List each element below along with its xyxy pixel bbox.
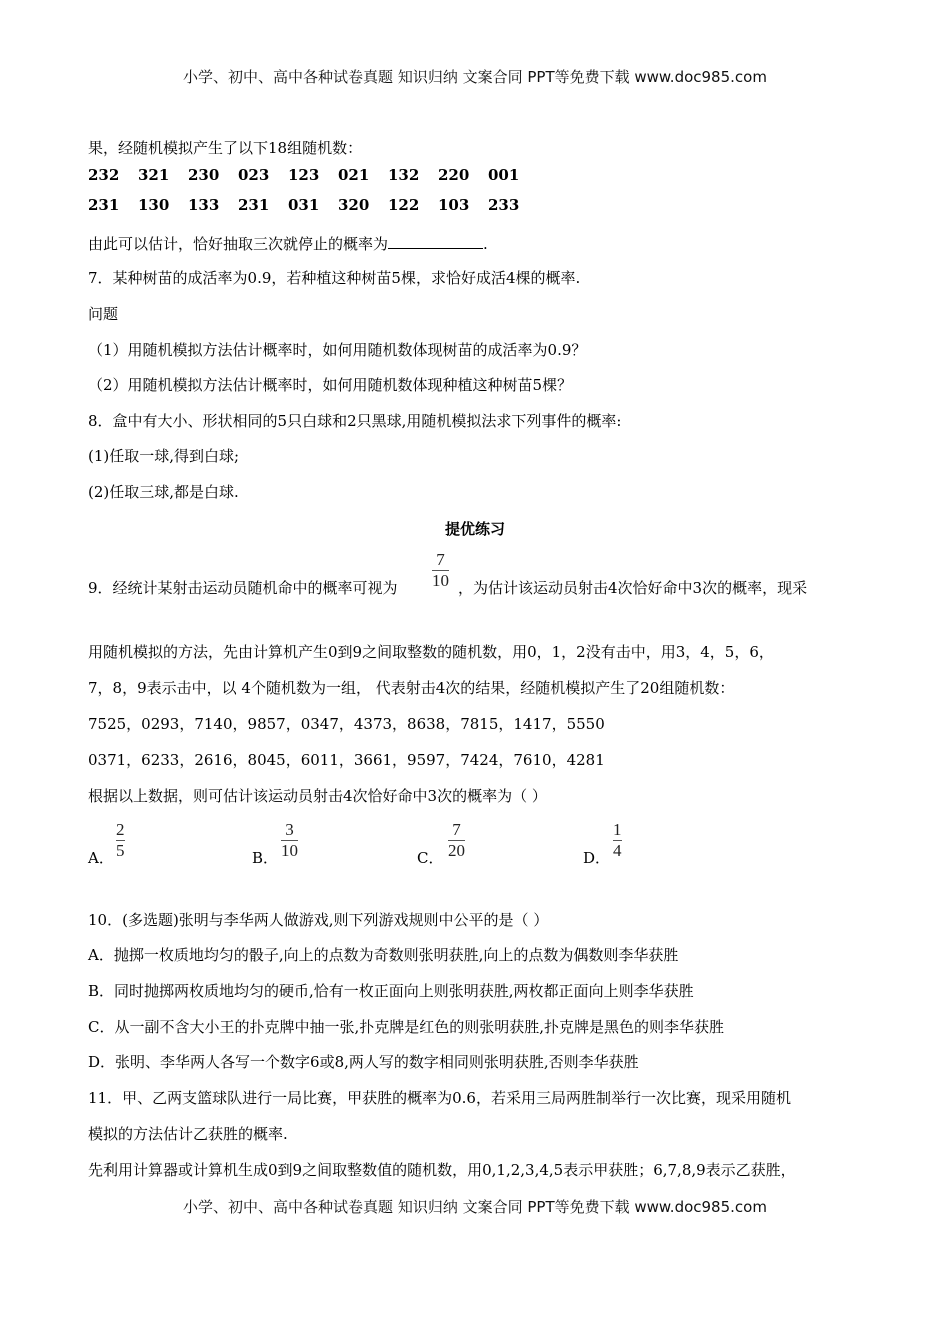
q7-problem-label: 问题	[88, 305, 119, 323]
answer-blank	[388, 233, 483, 249]
fraction-denominator: 5	[116, 841, 125, 860]
random-number: 130	[138, 196, 170, 214]
q10-option-c: C．从一副不含大小王的扑克牌中抽一张,扑克牌是红色的则张明获胜,扑克牌是黑色的则李华获胜	[88, 1018, 725, 1036]
q10-stem: 10．(多选题)张明与李华两人做游戏,则下列游戏规则中公平的是（ ）	[88, 911, 549, 929]
fraction-denominator: 10	[281, 841, 298, 860]
fraction-numerator: 7	[452, 820, 461, 839]
q9-option-c-label: C．	[417, 849, 444, 867]
q9-stem-start: 9．经统计某射击运动员随机命中的概率可视为	[88, 579, 398, 597]
q10-option-a: A．抛掷一枚质地均匀的骰子,向上的点数为奇数则张明获胜,向上的点数为偶数则李华获胜	[88, 946, 679, 964]
random-number: 231	[238, 196, 270, 214]
random-number: 123	[288, 166, 320, 184]
q9-option-a-label: A．	[88, 849, 114, 867]
fraction-denominator: 20	[448, 841, 465, 860]
q9-option-d-label: D．	[583, 849, 611, 867]
random-number: 103	[438, 196, 470, 214]
random-number: 122	[388, 196, 420, 214]
q8-part-2: (2)任取三球,都是白球.	[88, 483, 239, 501]
fraction-numerator: 2	[116, 820, 125, 839]
section-title: 提优练习	[444, 520, 505, 538]
random-number: 132	[388, 166, 420, 184]
q9-option-d-fraction	[613, 820, 622, 861]
q7-part-1: （1）用随机模拟方法估计概率时，如何用随机数体现树苗的成活率为0.9？	[88, 341, 587, 359]
q6-random-numbers-row-1	[88, 166, 538, 184]
q9-question: 根据以上数据，则可估计该运动员射击4次恰好命中3次的概率为（ ）	[88, 787, 547, 805]
q11-line-3: 先利用计算器或计算机生成0到9之间取整数值的随机数，用0,1,2,3,4,5表示甲获胜；6,7,8,9表示乙获胜，	[88, 1161, 796, 1179]
q6-random-numbers-row-2	[88, 196, 538, 214]
random-number: 230	[188, 166, 220, 184]
q9-option-c-fraction	[448, 820, 465, 861]
q9-inline-fraction	[432, 550, 449, 591]
q8-stem: 8．盒中有大小、形状相同的5只白球和2只黑球,用随机模拟法求下列事件的概率:	[88, 412, 622, 430]
random-number: 232	[88, 166, 120, 184]
q10-option-d: D．张明、李华两人各写一个数字6或8,两人写的数字相同则张明获胜,否则李华获胜	[88, 1053, 639, 1071]
fraction-numerator: 3	[285, 820, 294, 839]
fraction-denominator: 10	[432, 571, 449, 590]
random-number: 001	[488, 166, 520, 184]
random-number: 031	[288, 196, 320, 214]
fraction-numerator: 7	[436, 550, 445, 569]
fraction-denominator: 4	[613, 841, 622, 860]
random-number: 021	[338, 166, 370, 184]
random-number: 320	[338, 196, 370, 214]
q9-stem-end: ，为估计该运动员射击4次恰好命中3次的概率，现采	[458, 579, 808, 597]
page-footer: 小学、初中、高中各种试卷真题 知识归纳 文案合同 PPT等免费下载 www.doc985.com	[183, 1198, 767, 1216]
q10-option-b: B．同时抛掷两枚质地均匀的硬币,恰有一枚正面向上则张明获胜,两枚都正面向上则李华获胜	[88, 982, 694, 1000]
q9-option-a-fraction	[116, 820, 125, 861]
q11-line-2: 模拟的方法估计乙获胜的概率.	[88, 1125, 288, 1143]
random-number: 133	[188, 196, 220, 214]
q11-line-1: 11．甲、乙两支篮球队进行一局比赛，甲获胜的概率为0.6，若采用三局两胜制举行一次比赛，现采用随机	[88, 1089, 791, 1107]
q8-part-1: (1)任取一球,得到白球;	[88, 447, 240, 465]
q9-data-row-2: 0371，6233，2616，8045，6011，3661，9597，7424，7610，4281	[88, 751, 605, 769]
page-header: 小学、初中、高中各种试卷真题 知识归纳 文案合同 PPT等免费下载 www.doc985.com	[183, 68, 767, 86]
q6-continuation: 果，经随机模拟产生了以下18组随机数：	[88, 139, 363, 157]
fraction-numerator: 1	[613, 820, 622, 839]
random-number: 233	[488, 196, 520, 214]
random-number: 023	[238, 166, 270, 184]
q7-part-2: （2）用随机模拟方法估计概率时，如何用随机数体现种植这种树苗5棵？	[88, 376, 573, 394]
q9-option-b-label: B．	[252, 849, 279, 867]
q9-line-3: 7，8，9表示击中，以 4个随机数为一组， 代表射击4次的结果，经随机模拟产生了20组随机数：	[88, 679, 735, 697]
random-number: 321	[138, 166, 170, 184]
q9-option-b-fraction	[281, 820, 298, 861]
q9-data-row-1: 7525，0293，7140，9857，0347，4373，8638，7815，1417，5550	[88, 715, 605, 733]
random-number: 231	[88, 196, 120, 214]
q6-conclusion-period: .	[483, 235, 488, 253]
random-number: 220	[438, 166, 470, 184]
q7-stem: 7．某种树苗的成活率为0.9，若种植这种树苗5棵，求恰好成活4棵的概率.	[88, 269, 581, 287]
q9-line-2: 用随机模拟的方法，先由计算机产生0到9之间取整数的随机数，用0，1，2没有击中，用3，4，5，6，	[88, 643, 774, 661]
q6-conclusion-text: 由此可以估计，恰好抽取三次就停止的概率为	[88, 235, 389, 253]
q6-conclusion	[88, 233, 488, 254]
